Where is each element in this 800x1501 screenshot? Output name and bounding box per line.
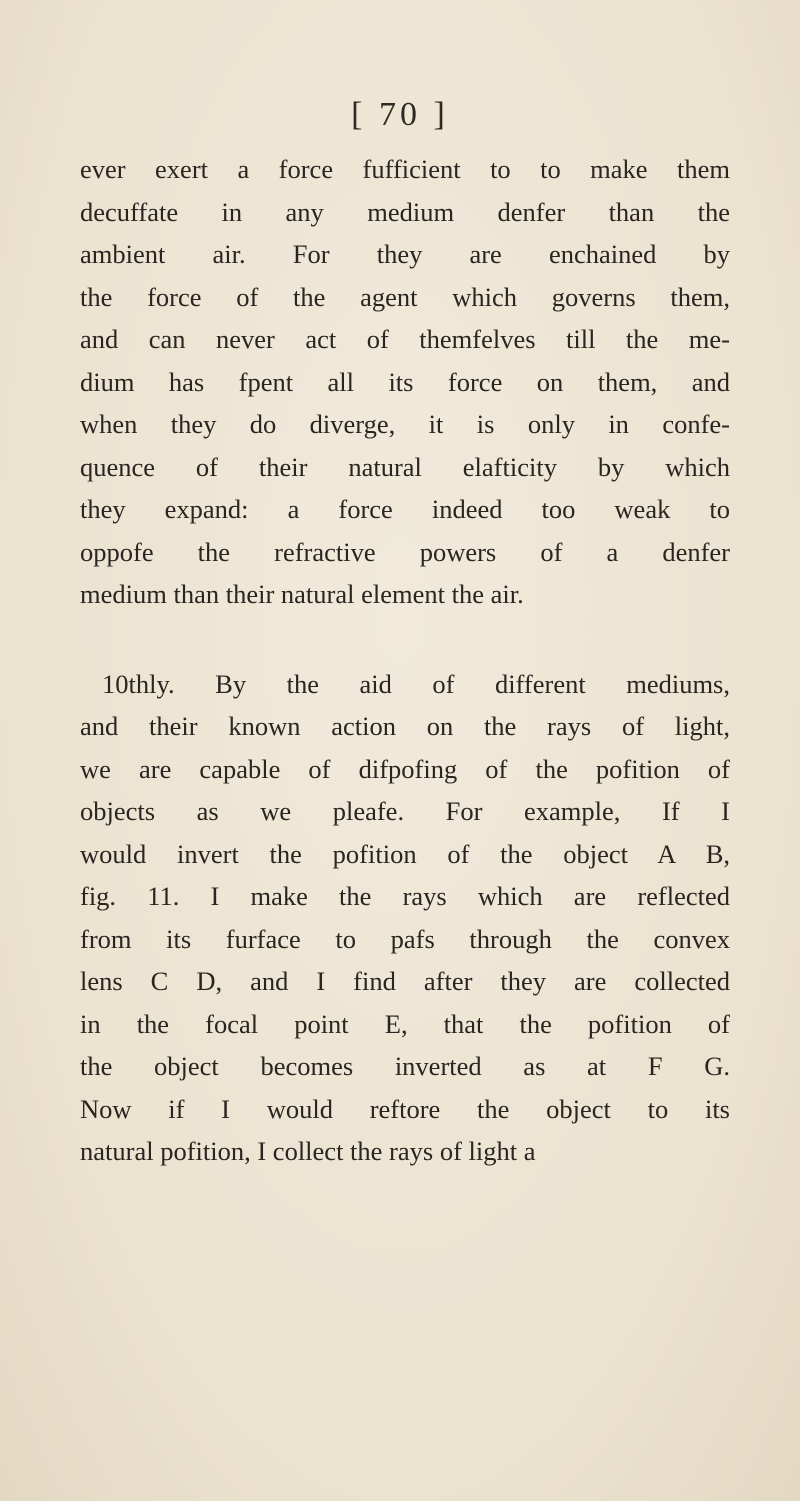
text-line: objects as we pleafe. For example, If I <box>80 796 730 826</box>
text-line: they expand: a force indeed too weak to <box>80 494 730 524</box>
text-line: lens C D, and I find after they are collected <box>80 966 730 996</box>
text-line: the object becomes inverted as at F G. <box>80 1051 730 1081</box>
text-line: the force of the agent which governs them, <box>80 281 730 312</box>
text-line: medium than their natural element the air. <box>80 579 524 609</box>
text-line: in the focal point E, that the pofition of <box>80 1008 730 1039</box>
text-line: when they do diverge, it is only in confe- <box>80 409 730 439</box>
text-line: and their known action on the rays of light, <box>80 711 730 741</box>
text-line: fig. 11. I make the rays which are reflected <box>80 881 730 911</box>
text-line: ever exert a force fufficient to to make them <box>80 154 730 184</box>
text-line: quence of their natural elafticity by which <box>80 451 730 482</box>
text-line: and can never act of themfelves till the me- <box>80 324 730 354</box>
text-line: decuffate in any medium denfer than the <box>80 196 730 227</box>
page-number: [ 70 ] <box>351 96 449 133</box>
text-line: natural pofition, I collect the rays of light a <box>80 1136 536 1166</box>
text-line: Now if I would reftore the object to its <box>80 1093 730 1124</box>
paragraph-1 <box>80 148 730 616</box>
text-line: 10thly. By the aid of different mediums, <box>102 668 730 699</box>
text-line: we are capable of difpofing of the pofition of <box>80 753 730 784</box>
paragraph-gap <box>80 616 730 663</box>
text-line: ambient air. For they are enchained by <box>80 239 730 269</box>
text-block <box>80 148 730 1173</box>
text-line: dium has fpent all its force on them, and <box>80 366 730 397</box>
text-line: would invert the pofition of the object A B, <box>80 838 730 869</box>
paragraph-2 <box>80 663 730 1173</box>
text-line: from its furface to pafs through the convex <box>80 923 730 954</box>
text-line: oppofe the refractive powers of a denfer <box>80 536 730 567</box>
